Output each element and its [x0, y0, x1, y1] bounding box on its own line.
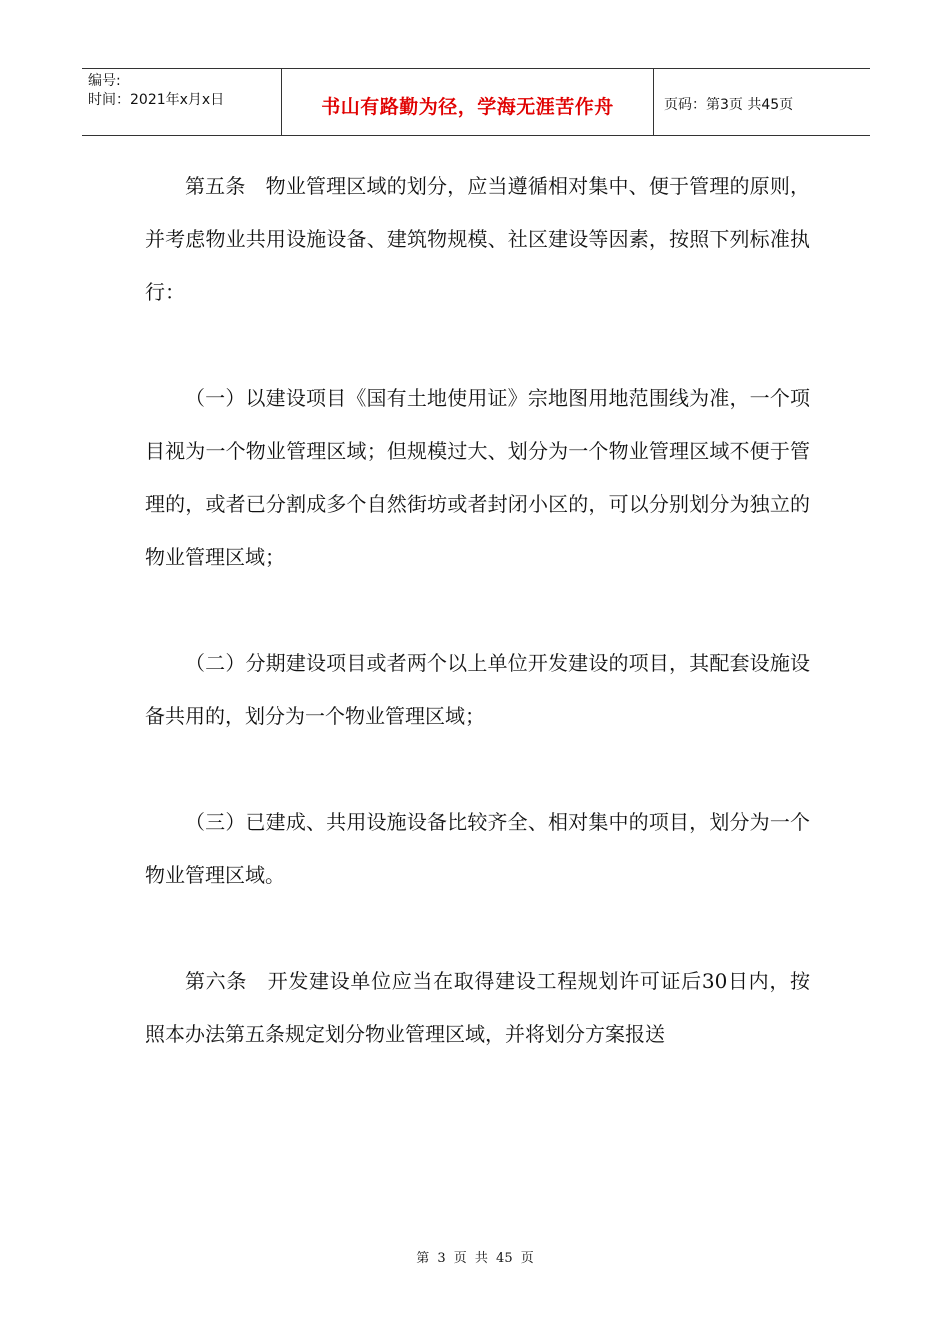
paragraph-article-5: 第五条 物业管理区域的划分，应当遵循相对集中、便于管理的原则，并考虑物业共用设施设备、建筑物规模、社区建设等因素，按照下列标准执行：	[145, 174, 810, 304]
header-meta	[82, 69, 282, 135]
page-header	[82, 68, 870, 136]
document-body	[145, 160, 810, 1114]
document-number-label: 编号:	[88, 73, 121, 89]
paragraph-item-2: （二）分期建设项目或者两个以上单位开发建设的项目，其配套设施设备共用的，划分为一个物业管理区域；	[145, 651, 810, 728]
header-page-indicator: 页码：第3页 共45页	[664, 97, 794, 113]
paragraph-item-3: （三）已建成、共用设施设备比较齐全、相对集中的项目，划分为一个物业管理区域。	[145, 810, 810, 887]
document-time-label: 时间：2021年x月x日	[88, 92, 225, 108]
header-motto: 书山有路勤为径，学海无涯苦作舟	[282, 69, 654, 135]
paragraph-item-1: （一）以建设项目《国有土地使用证》宗地图用地范围线为准，一个项目视为一个物业管理区域；但规模过大、划分为一个物业管理区域不便于管理的，或者已分割成多个自然街坊或者封闭小区的，可以分别划分为独立的物业管理区域；	[145, 386, 810, 569]
paragraph-article-6: 第六条 开发建设单位应当在取得建设工程规划许可证后30日内，按照本办法第五条规定划分物业管理区域，并将划分方案报送	[145, 969, 810, 1046]
page-footer: 第 3 页 共 45 页	[416, 1251, 534, 1266]
